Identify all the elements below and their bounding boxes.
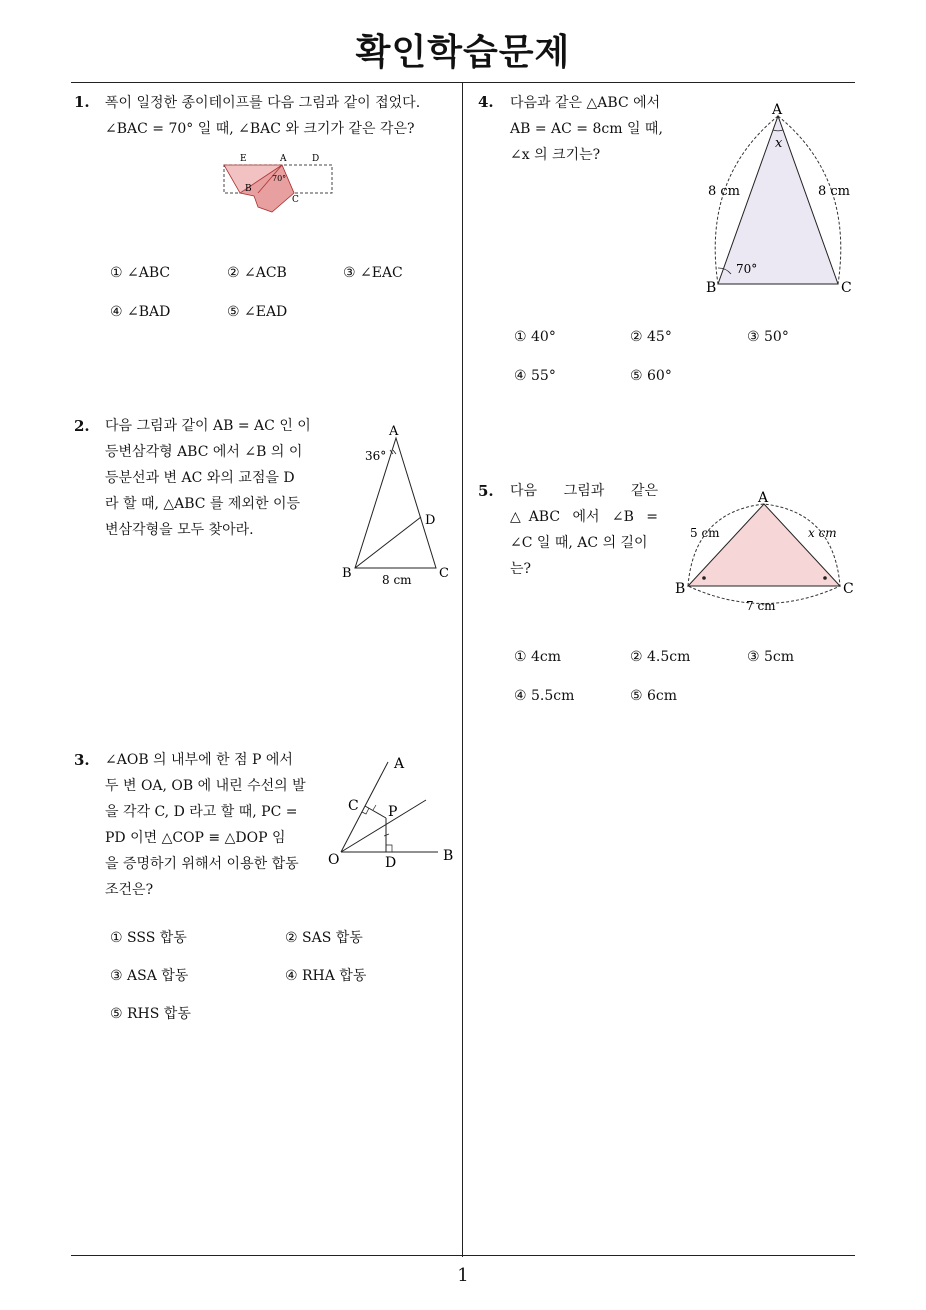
question-line: 폭이 일정한 종이테이프를 다음 그림과 같이 접었다. [105,95,421,111]
q5-figure [672,486,858,616]
label-P: P [388,804,398,820]
label-A: A [394,756,405,772]
option-4[interactable]: ④ 5.5cm [514,688,575,704]
option-5[interactable]: ⑤ RHS 합동 [110,1006,191,1022]
label-left-side: 8 cm [708,184,741,199]
label-C: C [439,566,449,581]
option-3[interactable]: ③ ASA 합동 [110,968,189,984]
option-2[interactable]: ② 45° [630,329,672,345]
question-line: PD 이면 △COP ≡ △DOP 임 [105,830,286,846]
question-line: 다음 그림과 같은 [510,483,658,499]
label-D: D [385,855,397,871]
question-line: 변삼각형을 모두 찾아라. [105,522,254,538]
q3-figure [326,750,458,875]
question-text [105,90,420,142]
label-left-side: 5 cm [690,526,720,540]
label-C: C [843,581,854,597]
label-x: x [775,136,783,151]
option-3[interactable]: ③ 5cm [747,649,795,665]
question-text [510,90,663,168]
top-rule [71,82,855,83]
label-A: A [389,424,399,439]
q4-figure [702,98,860,298]
q2-figure [338,420,456,590]
question-line: 등변삼각형 ABC 에서 ∠B 의 이 [105,444,303,460]
question-line: 라 할 때, △ABC 를 제외한 이등 [105,496,301,512]
label-angle: 70° [736,262,758,276]
option-5[interactable]: ⑤ 6cm [630,688,678,704]
question-line: ∠AOB 의 내부에 한 점 P 에서 [105,752,293,768]
question-number: 3. [74,751,90,769]
question-line: AB = AC = 8cm 일 때, [510,121,663,137]
question-number: 1. [74,93,90,111]
label-C: C [292,195,299,205]
option-5[interactable]: ⑤ 60° [630,368,672,384]
option-1[interactable]: ① 4cm [514,649,562,665]
label-angle: 70° [272,174,287,183]
label-A: A [772,102,783,118]
question-line: ∠C 일 때, AC 의 길이 [510,535,648,551]
q1-figure [220,150,340,220]
question-line: 두 변 OA, OB 에 내린 수선의 발 [105,778,306,794]
option-1[interactable]: ① ∠ABC [110,265,171,281]
label-angle: 36° [365,449,387,463]
question-line: 등분선과 변 AC 와의 교점을 D [105,470,295,486]
option-4[interactable]: ④ RHA 합동 [285,968,367,984]
question-line: 다음 그림과 같이 AB = AC 인 이 [105,418,311,434]
question-line: 는? [510,561,532,577]
question-text [105,413,311,543]
option-2[interactable]: ② ∠ACB [227,265,287,281]
question-line: △ABC 에서 ∠B = [510,509,658,525]
question-line: 을 증명하기 위해서 이용한 합동 [105,856,299,872]
label-O: O [328,852,340,868]
label-B: B [443,848,454,864]
label-B: B [675,581,686,597]
bottom-rule [71,1255,855,1256]
question-line: 을 각각 C, D 라고 할 때, PC = [105,804,298,820]
question-number: 4. [478,93,494,111]
question-number: 5. [478,482,494,500]
question-line: 조건은? [105,882,154,898]
label-A: A [280,154,287,164]
option-3[interactable]: ③ 50° [747,329,789,345]
question-line: ∠x 의 크기는? [510,147,601,163]
label-D: D [425,513,436,528]
page-number: 1 [457,1265,469,1286]
option-5[interactable]: ⑤ ∠EAD [227,304,288,320]
question-number: 2. [74,417,90,435]
option-3[interactable]: ③ ∠EAC [343,265,403,281]
label-right-side: 8 cm [818,184,851,199]
question-line: ∠BAC = 70° 일 때, ∠BAC 와 크기가 같은 각은? [105,121,415,137]
option-1[interactable]: ① SSS 합동 [110,930,187,946]
option-4[interactable]: ④ 55° [514,368,556,384]
label-E: E [240,154,247,164]
question-line: 다음과 같은 △ABC 에서 [510,95,661,111]
label-B: B [706,280,717,296]
option-1[interactable]: ① 40° [514,329,556,345]
label-B: B [245,184,252,194]
label-base: 8 cm [382,573,412,587]
option-2[interactable]: ② SAS 합동 [285,930,363,946]
column-divider [462,83,463,1257]
label-C: C [348,798,359,814]
question-text [105,747,306,903]
option-2[interactable]: ② 4.5cm [630,649,691,665]
option-4[interactable]: ④ ∠BAD [110,304,171,320]
label-A: A [758,490,769,506]
question-text [510,478,658,582]
label-D: D [312,154,320,164]
label-right-side: x cm [808,526,837,540]
page-title: 확인학습문제 [355,32,571,73]
label-C: C [841,280,852,296]
label-B: B [342,566,352,581]
label-base: 7 cm [746,599,776,613]
